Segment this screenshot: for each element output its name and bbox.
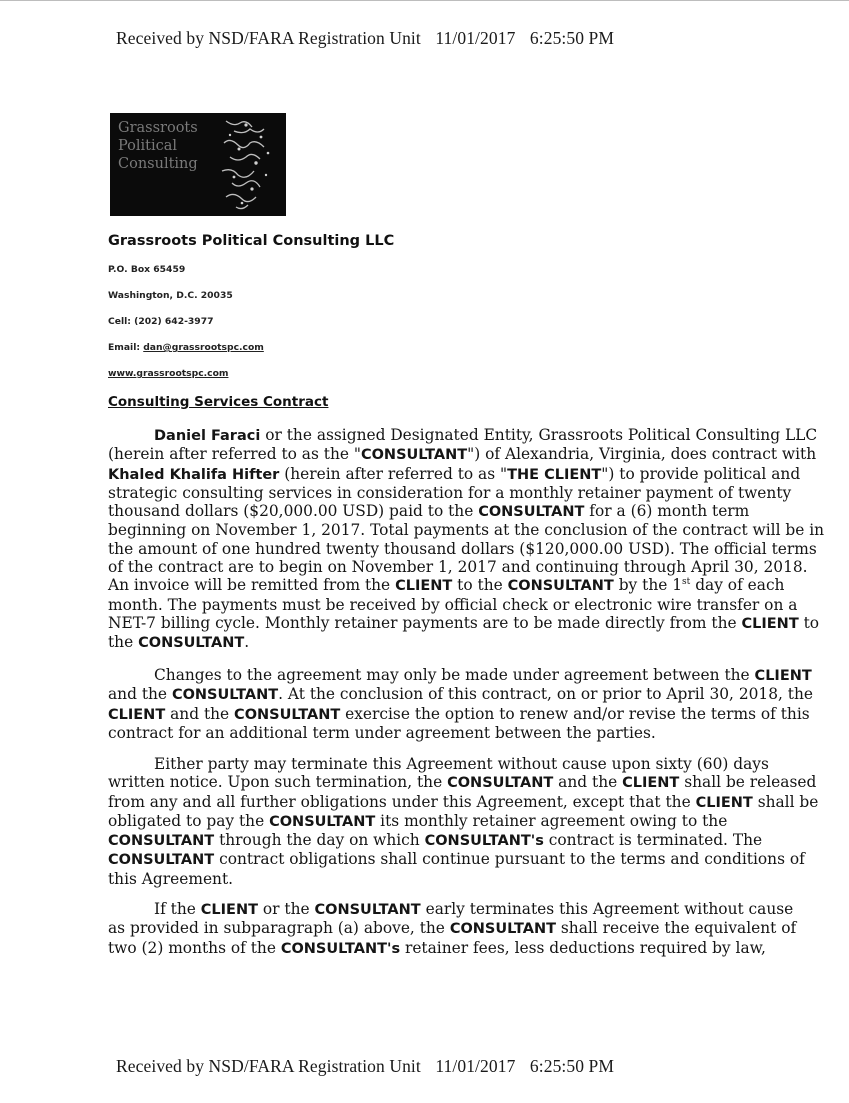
contract-title: Consulting Services Contract <box>108 394 329 410</box>
contract-paragraph <box>108 755 819 888</box>
bold-term: CONSULTANT <box>171 687 279 704</box>
bold-term: THE CLIENT <box>507 466 602 483</box>
bold-term: CONSULTANT <box>507 578 614 595</box>
bold-term: CONSULTANT's <box>424 833 544 850</box>
stamp-date: 11/01/2017 <box>435 28 516 48</box>
scan-top-edge <box>0 0 849 1</box>
contract-line: the amount of one hundred twenty thousand dollars ($120,000.00 USD). The official terms <box>108 539 817 558</box>
contract-line: CONSULTANT through the day on which CONSULTANT's contract is terminated. The <box>108 831 763 850</box>
contract-line: this Agreement. <box>108 869 234 888</box>
email-line <box>108 342 264 353</box>
email-link[interactable]: dan@grassrootspc.com <box>143 342 264 353</box>
contract-line: the CONSULTANT. <box>108 633 250 652</box>
company-logo <box>110 113 286 216</box>
bold-term: CONSULTANT <box>108 833 215 850</box>
contract-line: of the contract are to begin on November 1, 2017 and continuing through April 30, 2018. <box>108 558 808 577</box>
stamp-time: 6:25:50 PM <box>529 1056 615 1076</box>
bold-term: CONSULTANT <box>138 635 245 652</box>
org-name: Grassroots Political Consulting LLC <box>108 233 395 249</box>
contract-line: Khaled Khalifa Hifter (herein after referred to as "THE CLIENT") to provide political and <box>108 464 801 483</box>
stamp-time: 6:25:50 PM <box>529 28 615 48</box>
fara-received-stamp-bottom <box>116 1056 756 1077</box>
contract-line: CLIENT and the CONSULTANT exercise the option to renew and/or revise the terms of this <box>108 704 810 723</box>
po-box: P.O. Box 65459 <box>108 264 186 275</box>
bold-term: CLIENT <box>695 794 753 811</box>
contract-line: from any and all further obligations under this Agreement, except that the CLIENT shall be <box>108 792 819 811</box>
bold-term: CONSULTANT <box>108 852 215 869</box>
contract-line: thousand dollars ($20,000.00 USD) paid to the CONSULTANT for a (6) month term <box>108 502 750 521</box>
contract-line: Changes to the agreement may only be made under agreement between the CLIENT <box>154 666 812 684</box>
contract-line: Daniel Faraci or the assigned Designated Entity, Grassroots Political Consulting LLC <box>154 426 818 444</box>
stamp-date: 11/01/2017 <box>435 1056 516 1076</box>
bold-term: CLIENT <box>200 902 258 918</box>
logo-line: Consulting <box>118 156 198 172</box>
bold-term: CLIENT <box>754 668 812 684</box>
grass-art-icon <box>206 113 286 216</box>
contract-paragraph <box>108 900 797 958</box>
contract-line: CONSULTANT contract obligations shall continue pursuant to the terms and conditions of <box>108 850 805 869</box>
bold-term: Khaled Khalifa Hifter <box>108 466 280 483</box>
contract-line: obligated to pay the CONSULTANT its monthly retainer agreement owing to the <box>108 811 728 830</box>
contract-line: NET-7 billing cycle. Monthly retainer payments are to be made directly from the CLIENT to <box>108 613 820 632</box>
contract-line: (herein after referred to as the "CONSULTANT") of Alexandria, Virginia, does contract with <box>108 445 817 464</box>
website-link[interactable]: www.grassrootspc.com <box>108 368 229 379</box>
bold-term: CONSULTANT <box>449 921 556 938</box>
logo-line: Political <box>118 138 178 154</box>
fara-received-stamp-top <box>116 28 756 49</box>
bold-term: CONSULTANT <box>234 706 341 723</box>
contract-line: written notice. Upon such termination, the CONSULTANT and the CLIENT shall be released <box>108 773 817 792</box>
contract-line: beginning on November 1, 2017. Total payments at the conclusion of the contract will be in <box>108 521 825 540</box>
cell-phone: Cell: (202) 642-3977 <box>108 316 214 327</box>
bold-term: Daniel Faraci <box>154 428 261 444</box>
stamp-label: Received by NSD/FARA Registration Unit <box>116 1056 421 1076</box>
bold-term: CONSULTANT <box>447 775 554 792</box>
contract-line: Either party may terminate this Agreement without cause upon sixty (60) days <box>154 755 769 773</box>
ordinal-suffix: st <box>682 577 691 588</box>
bold-term: CONSULTANT <box>269 813 376 830</box>
bold-term: CONSULTANT's <box>280 940 401 957</box>
contract-paragraph <box>108 666 814 742</box>
bold-term: CLIENT <box>395 578 453 595</box>
contract-line: month. The payments must be received by official check or electronic wire transfer on a <box>108 595 798 614</box>
bold-term: CLIENT <box>622 775 680 792</box>
stamp-label: Received by NSD/FARA Registration Unit <box>116 28 421 48</box>
bold-term: CONSULTANT <box>360 447 468 464</box>
contract-line: contract for an additional term under agreement between the parties. <box>108 723 656 742</box>
contract-line: strategic consulting services in consideration for a monthly retainer payment of twenty <box>108 483 792 502</box>
email-label: Email: <box>108 342 144 353</box>
contract-line: as provided in subparagraph (a) above, the CONSULTANT shall receive the equivalent of <box>108 919 797 938</box>
bold-term: CONSULTANT <box>314 902 421 918</box>
bold-term: CLIENT <box>108 706 166 723</box>
contract-paragraph <box>108 426 825 653</box>
contract-line: two (2) months of the CONSULTANT's retainer fees, less deductions required by law, <box>108 938 766 957</box>
contract-line: If the CLIENT or the CONSULTANT early terminates this Agreement without cause <box>154 900 794 918</box>
contract-line: and the CONSULTANT. At the conclusion of this contract, on or prior to April 30, 2018, the <box>108 685 814 704</box>
logo-line: Grassroots <box>118 120 198 136</box>
contract-line: An invoice will be remitted from the CLIENT to the CONSULTANT by the 1st day of each <box>108 576 785 595</box>
bold-term: CLIENT <box>741 615 799 632</box>
bold-term: CONSULTANT <box>478 504 585 521</box>
city-address: Washington, D.C. 20035 <box>108 290 233 301</box>
